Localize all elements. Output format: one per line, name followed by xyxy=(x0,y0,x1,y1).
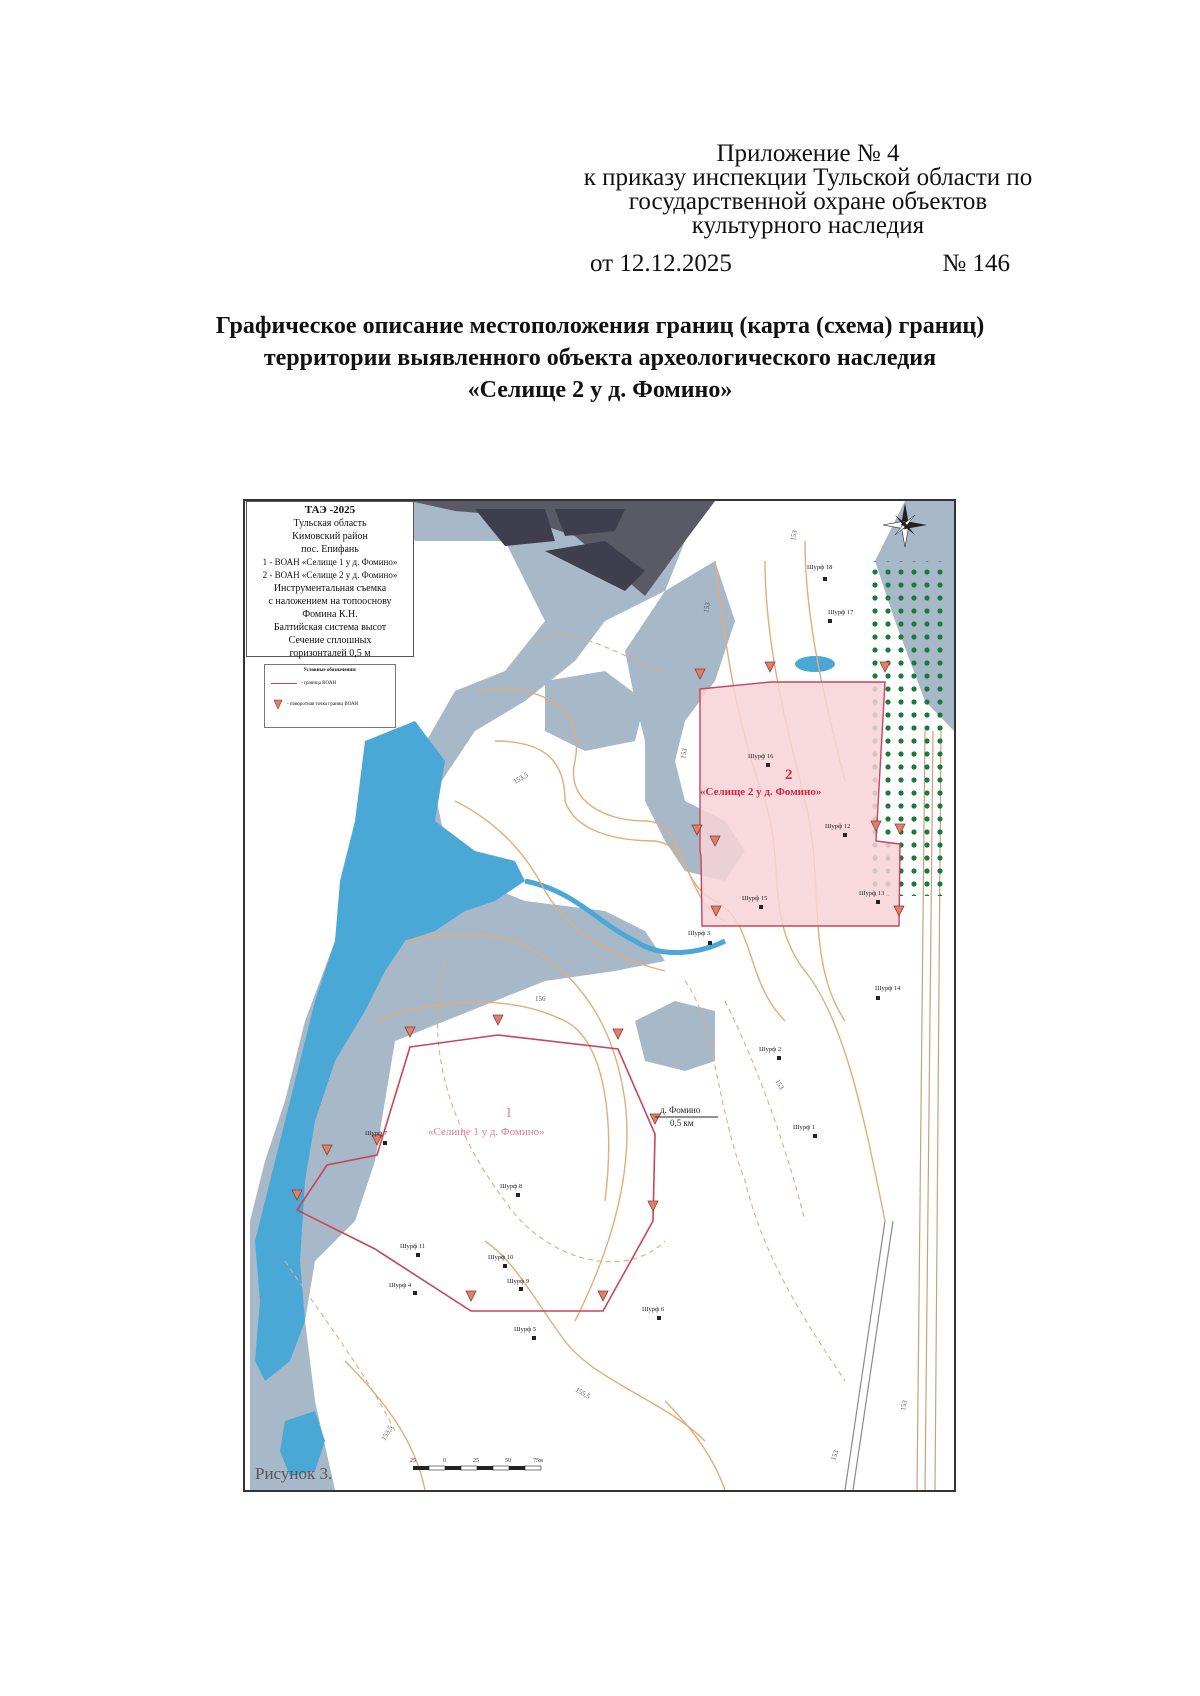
pit-label: Шурф 5 xyxy=(514,1326,537,1333)
marsh-area xyxy=(635,1001,715,1071)
turning-point-icon xyxy=(598,1291,608,1301)
legend-line: Инструментальная съемка xyxy=(273,583,387,594)
pit-label: Шурф 7 xyxy=(365,1130,388,1137)
turning-point-icon xyxy=(613,1029,623,1039)
contour-label: 153 xyxy=(899,1399,909,1412)
contour-label: 153 xyxy=(789,529,799,542)
pit-label: Шурф 17 xyxy=(828,609,854,616)
border-line-icon xyxy=(271,683,297,684)
pit-label: Шурф 6 xyxy=(642,1306,665,1313)
pit-label: Шурф 2 xyxy=(759,1046,782,1053)
pit-label: Шурф 12 xyxy=(825,823,851,830)
village-pointer xyxy=(655,1105,718,1128)
scale-label: 25 xyxy=(410,1458,416,1464)
title-line: «Селище 2 у д. Фомино» xyxy=(467,377,733,403)
pit-label: Шурф 11 xyxy=(400,1243,426,1250)
site2-name: «Селище 2 у д. Фомино» xyxy=(700,786,822,798)
figure-label: Рисунок 3. xyxy=(255,1464,333,1483)
turning-point-icon xyxy=(648,1201,658,1211)
appendix-number: Приложение № 4 xyxy=(716,140,900,167)
turning-point-icon xyxy=(466,1291,476,1301)
legend-line: Фомина К.Н. xyxy=(302,609,358,620)
pit-label: Шурф 4 xyxy=(389,1282,412,1289)
legend-line: с наложением на топооснову xyxy=(268,596,392,607)
legend-title: ТАЭ -2025 xyxy=(304,504,356,516)
legend-line: Балтийская система высот xyxy=(273,622,387,633)
pit-label: Шурф 18 xyxy=(807,564,833,571)
pit-label: Шурф 10 xyxy=(488,1254,514,1261)
site1-name: «Селище 1 у д. Фомино» xyxy=(428,1126,545,1138)
pond xyxy=(795,656,835,672)
appendix-block xyxy=(548,142,1068,238)
scale-bar xyxy=(410,1458,543,1470)
turning-point-icon xyxy=(273,698,283,710)
pit-label: Шурф 13 xyxy=(859,890,885,897)
symbols-row-border xyxy=(265,681,395,686)
village-name: д. Фомино xyxy=(660,1105,701,1115)
contour-label: 156 xyxy=(535,995,546,1003)
legend-line: Кимовский район xyxy=(292,531,368,542)
contour-label: 153,5 xyxy=(512,770,530,786)
contour-label: 153 xyxy=(702,601,712,614)
symbols-point-label: - поворотная точка границ ВОАН xyxy=(287,701,359,707)
legend-line: горизонталей 0,5 м xyxy=(289,648,371,659)
order-line: к приказу инспекции Тульской области по xyxy=(583,164,1033,191)
symbols-legend xyxy=(264,664,396,728)
pit-label: Шурф 14 xyxy=(875,985,901,992)
turning-point-icon xyxy=(650,1114,660,1124)
symbols-title: Условные обозначения: xyxy=(303,668,357,673)
site2-number: 2 xyxy=(785,767,793,783)
symbols-border-label: - граница ВОАН xyxy=(301,681,337,686)
site1-number: 1 xyxy=(505,1105,513,1121)
turning-point-icon xyxy=(493,1015,503,1025)
legend-line: Тульская область xyxy=(293,518,367,529)
legend-line: 1 - ВОАН «Селище 1 у д. Фомино» xyxy=(262,557,398,567)
village-distance: 0,5 км xyxy=(670,1118,694,1128)
scale-label: 50 xyxy=(505,1458,511,1464)
pit-label: Шурф 15 xyxy=(742,895,768,902)
legend-line: Сечение сплошных xyxy=(288,635,372,646)
pit-label: Шурф 3 xyxy=(688,930,711,937)
pit-label: Шурф 16 xyxy=(748,753,774,760)
order-line: культурного наследия xyxy=(691,212,925,239)
title-line: территории выявленного объекта археологического наследия xyxy=(263,345,937,371)
legend-line: пос. Епифань xyxy=(301,544,359,555)
map-legend xyxy=(246,501,414,657)
order-date: от 12.12.2025 xyxy=(590,250,732,277)
pit-label: Шурф 1 xyxy=(793,1124,816,1131)
pit-label: Шурф 8 xyxy=(500,1183,523,1190)
order-number: № 146 xyxy=(942,250,1010,277)
order-line: государственной охране объектов xyxy=(628,188,988,215)
document-title xyxy=(60,310,1140,406)
symbols-row-point xyxy=(265,698,395,710)
contour-label: 153 xyxy=(773,1078,786,1092)
scale-label: 75м xyxy=(533,1458,543,1464)
title-line: Графическое описание местоположения границ (карта (схема) границ) xyxy=(215,313,985,339)
contour-label: 155,5 xyxy=(574,1385,592,1401)
pit-label: Шурф 9 xyxy=(507,1278,530,1285)
marsh-area xyxy=(545,671,645,751)
contour-label: 153,5 xyxy=(379,1424,395,1442)
scale-label: 25 xyxy=(473,1458,479,1464)
contour-label: 153 xyxy=(829,1449,841,1462)
turning-point-icon xyxy=(765,662,775,672)
order-dateline xyxy=(590,250,1010,278)
legend-line: 2 - ВОАН «Селище 2 у д. Фомино» xyxy=(262,570,398,580)
contour-label: 153 xyxy=(679,747,689,760)
scale-label: 0 xyxy=(443,1458,446,1464)
